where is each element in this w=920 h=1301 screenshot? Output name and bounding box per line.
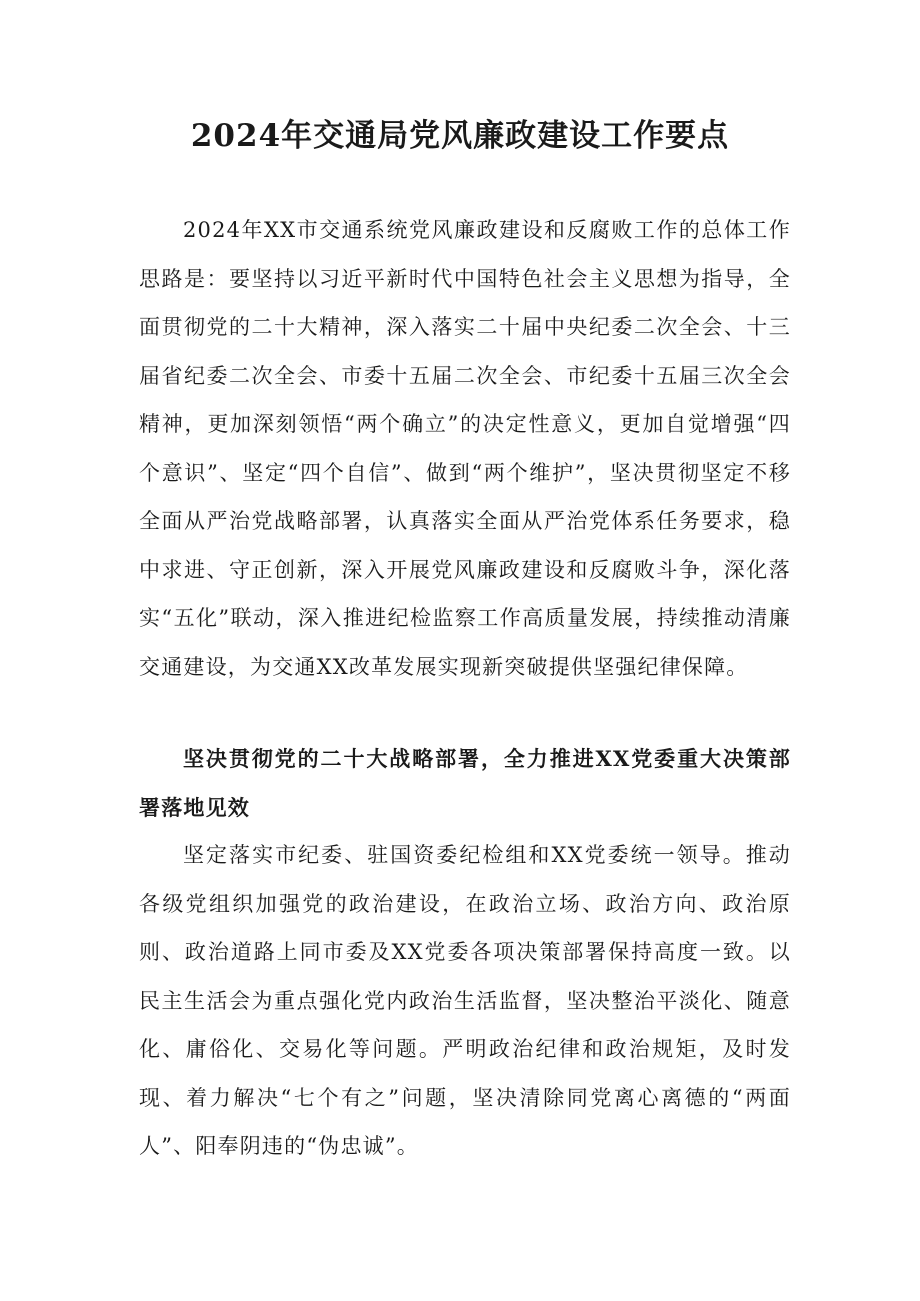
section-paragraph: 坚定落实市纪委、驻国资委纪检组和XX党委统一领导。推动各级党组织加强党的政治建设，在政治立场、政治方向、政治原则、政治道路上同市委及XX党委各项决策部署保持高度一致。以民主生活会为重点强化党内政治生活监督，坚决整治平淡化、随意化、庸俗化、交易化等问题。严明政治纪律和政治规矩，及时发现、着力解决“七个有之”问题，坚决清除同党离心离德的“两面人”、阳奉阴违的“伪忠诚”。 <box>139 843 791 1158</box>
section-heading: 坚决贯彻党的二十大战略部署，全力推进XX党委重大决策部署落地见效 <box>139 746 791 820</box>
document-title: 2024年交通局党风廉政建设工作要点 <box>190 118 730 154</box>
intro-paragraph: 2024年XX市交通系统党风廉政建设和反腐败工作的总体工作思路是：要坚持以习近平新时代中国特色社会主义思想为指导，全面贯彻党的二十大精神，深入落实二十届中央纪委二次全会、十三届省纪委二次全会、市委十五届二次全会、市纪委十五届三次全会精神，更加深刻领悟“两个确立”的决定性意义，更加自觉增强“四个意识”、坚定“四个自信”、做到“两个维护”，坚决贯彻坚定不移全面从严治党战略部署，认真落实全面从严治党体系任务要求，稳中求进、守正创新，深入开展党风廉政建设和反腐败斗争，深化落实“五化”联动，深入推进纪检监察工作高质量发展，持续推动清廉交通建设，为交通XX改革发展实现新突破提供坚强纪律保障。 <box>139 218 791 679</box>
